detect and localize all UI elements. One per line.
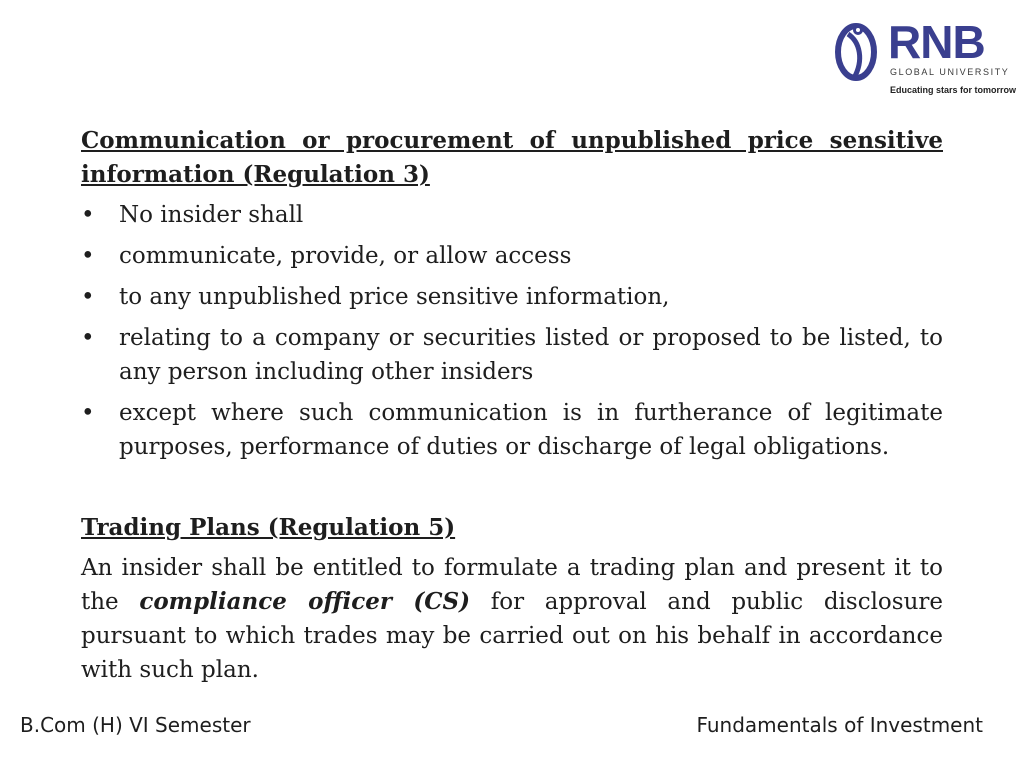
bullet-item	[81, 239, 943, 273]
bullet-item	[81, 321, 943, 389]
section1-bullet-list	[81, 198, 943, 464]
bullet-text: communicate, provide, or allow access	[119, 243, 572, 269]
paragraph-text-start: An insider shall be entitled to formulate a trading plan and present it to the	[81, 555, 943, 615]
section2-heading: Trading Plans (Regulation 5)	[81, 514, 456, 541]
section1-heading: Communication or procurement of unpublished price sensitive information (Regulation 3)	[81, 127, 943, 188]
bullet-item	[81, 280, 943, 314]
bullet-text: No insider shall	[119, 202, 304, 228]
bullet-text: relating to a company or securities listed or proposed to be listed, to any person including other insiders	[119, 325, 943, 385]
footer-course: B.Com (H) VI Semester	[20, 713, 251, 737]
logo-name: RNB	[888, 16, 985, 68]
bullet-item	[81, 396, 943, 464]
section-spacer	[81, 471, 943, 511]
slide-body	[81, 124, 943, 687]
bullet-glyph: •	[81, 284, 95, 310]
logo-tagline: Educating stars for tomorrow	[890, 85, 1017, 95]
bullet-text: except where such communication is in furtherance of legitimate purposes, performance of duties or discharge of legal obligations.	[119, 400, 943, 460]
trading-plan-paragraph	[81, 551, 943, 687]
paragraph-emphasis: compliance officer (CS)	[139, 588, 471, 615]
bullet-text: to any unpublished price sensitive information,	[119, 284, 670, 310]
university-logo	[834, 16, 1017, 98]
footer-subject: Fundamentals of Investment	[696, 713, 983, 737]
bullet-glyph: •	[81, 325, 95, 351]
logo-subtitle: GLOBAL UNIVERSITY	[890, 67, 1010, 77]
paragraph-text-end: for approval and public disclosure pursuant to which trades may be carried out on his behalf in accordance with such plan.	[81, 589, 944, 683]
logo-emblem-icon	[834, 20, 882, 82]
bullet-glyph: •	[81, 202, 95, 228]
bullet-item	[81, 198, 943, 232]
bullet-glyph: •	[81, 400, 95, 426]
bullet-glyph: •	[81, 243, 95, 269]
